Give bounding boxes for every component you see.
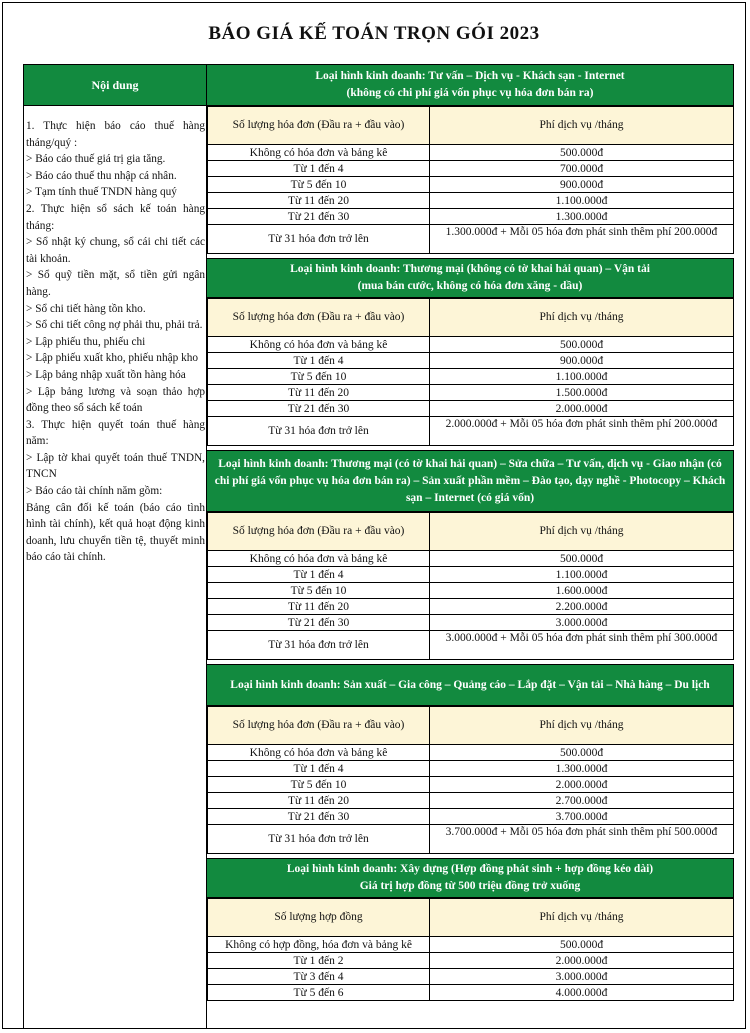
content-line: > Lập bảng lương và soạn thảo hợp đồng theo sổ sách kế toán <box>26 385 205 415</box>
quantity-cell: Từ 21 đến 30 <box>208 401 430 417</box>
quantity-cell: Từ 11 đến 20 <box>208 599 430 615</box>
quantity-cell: Từ 31 hóa đơn trở lên <box>208 225 430 254</box>
quantity-cell: Không có hóa đơn và bảng kê <box>208 145 430 161</box>
fee-column-header: Phí dịch vụ /tháng <box>430 513 734 551</box>
content-line: > Sổ chi tiết hàng tồn kho. <box>26 302 146 315</box>
quantity-cell: Từ 21 đến 30 <box>208 615 430 631</box>
section-title: Loại hình kinh doanh: Tư vấn – Dịch vụ - Khách sạn - Internet <box>315 70 625 82</box>
quantity-cell: Không có hợp đồng, hóa đơn và bảng kê <box>208 937 430 953</box>
price-document <box>2 2 746 1029</box>
fee-cell: 3.000.000đ <box>430 615 734 631</box>
quantity-cell: Từ 5 đến 10 <box>208 583 430 599</box>
content-line: 1. Thực hiện báo cáo thuế hàng tháng/quý : <box>26 120 205 149</box>
fee-cell: 2.200.000đ <box>430 599 734 615</box>
quantity-cell: Từ 21 đến 30 <box>208 209 430 225</box>
fee-cell: 700.000đ <box>430 161 734 177</box>
fee-cell: 2.000.000đ <box>430 401 734 417</box>
content-list <box>24 106 206 566</box>
section-title: Loại hình kinh doanh: Thương mại (không có tờ khai hải quan) – Vận tải <box>290 263 650 275</box>
table-row <box>208 209 734 225</box>
fee-cell: 500.000đ <box>430 337 734 353</box>
content-line: > Tạm tính thuế TNDN hàng quý <box>26 186 177 199</box>
table-row <box>208 809 734 825</box>
section-subtitle: Giá trị hợp đồng từ 500 triệu đồng trở xuống <box>359 880 581 892</box>
table-row <box>208 567 734 583</box>
table-row <box>208 969 734 985</box>
content-line: 3. Thực hiện quyết toán thuế hàng năm: <box>26 418 205 448</box>
price-subtable <box>207 512 734 660</box>
content-line: > Lập bảng nhập xuất tồn hàng hóa <box>26 368 186 381</box>
table-row <box>208 225 734 254</box>
quantity-cell: Không có hóa đơn và bảng kê <box>208 337 430 353</box>
quantity-cell: Từ 1 đến 4 <box>208 567 430 583</box>
table-row <box>208 177 734 193</box>
table-row <box>208 401 734 417</box>
fee-cell: 1.300.000đ <box>430 209 734 225</box>
quantity-cell: Từ 3 đến 4 <box>208 969 430 985</box>
table-row <box>208 385 734 401</box>
content-column <box>23 64 207 1029</box>
fee-cell: 3.000.000đ <box>430 969 734 985</box>
quantity-cell: Từ 31 hóa đơn trở lên <box>208 417 430 446</box>
quantity-cell: Từ 1 đến 4 <box>208 761 430 777</box>
quantity-column-header: Số lượng hóa đơn (Đầu ra + đầu vào) <box>208 107 430 145</box>
column-header-row <box>208 107 734 145</box>
fee-cell: 3.000.000đ + Mỗi 05 hóa đơn phát sinh thêm phí 300.000đ <box>430 631 734 660</box>
fee-cell: 500.000đ <box>430 745 734 761</box>
section-subtitle: (không có chi phí giá vốn phục vụ hóa đơn bán ra) <box>346 87 594 99</box>
fee-cell: 1.600.000đ <box>430 583 734 599</box>
table-row <box>208 953 734 969</box>
content-line: > Lập phiếu xuất kho, phiếu nhập kho <box>26 352 199 365</box>
table-row <box>208 761 734 777</box>
price-subtable <box>207 706 734 854</box>
quantity-cell: Từ 31 hóa đơn trở lên <box>208 631 430 660</box>
quantity-cell: Không có hóa đơn và bảng kê <box>208 551 430 567</box>
quantity-cell: Từ 5 đến 10 <box>208 177 430 193</box>
pricing-sections <box>207 64 734 1001</box>
fee-column-header: Phí dịch vụ /tháng <box>430 299 734 337</box>
table-row <box>208 369 734 385</box>
fee-cell: 500.000đ <box>430 551 734 567</box>
table-row <box>208 337 734 353</box>
fee-cell: 2.000.000đ + Mỗi 05 hóa đơn phát sinh thêm phí 200.000đ <box>430 417 734 446</box>
table-row <box>208 985 734 1001</box>
table-row <box>208 777 734 793</box>
content-header: Nội dung <box>24 64 206 106</box>
column-header-row <box>208 513 734 551</box>
table-row <box>208 793 734 809</box>
column-header-row <box>208 299 734 337</box>
section-title: Loại hình kinh doanh: Thương mại (có tờ khai hải quan) – Sửa chữa – Tư vấn, dịch vụ - Giao nhận (có chi phí giá vốn phục vụ hóa đơn bán ra) – Sản xuất phần mềm – Đào tạo, dạy nghề - Photocopy – Khách sạn – Internet (có giá vốn) <box>214 457 726 504</box>
table-row <box>208 631 734 660</box>
quantity-column-header: Số lượng hóa đơn (Đầu ra + đầu vào) <box>208 299 430 337</box>
section-title: Loại hình kinh doanh: Xây dựng (Hợp đồng phát sinh + hợp đồng kéo dài) <box>286 863 654 875</box>
quantity-cell: Từ 5 đến 6 <box>208 985 430 1001</box>
quantity-column-header: Số lượng hóa đơn (Đầu ra + đầu vào) <box>208 513 430 551</box>
table-row <box>208 937 734 953</box>
content-line: > Báo cáo thuế giá trị gia tăng. <box>26 153 166 166</box>
fee-cell: 900.000đ <box>430 177 734 193</box>
fee-column-header: Phí dịch vụ /tháng <box>430 107 734 145</box>
quantity-cell: Từ 11 đến 20 <box>208 193 430 209</box>
document-title: BÁO GIÁ KẾ TOÁN TRỌN GÓI 2023 <box>208 23 540 44</box>
fee-cell: 500.000đ <box>430 937 734 953</box>
fee-column-header: Phí dịch vụ /tháng <box>430 899 734 937</box>
fee-cell: 2.000.000đ <box>430 777 734 793</box>
section-header <box>207 258 734 298</box>
section-header <box>207 64 734 106</box>
quantity-cell: Từ 11 đến 20 <box>208 385 430 401</box>
table-row <box>208 583 734 599</box>
table-row <box>208 145 734 161</box>
fee-column-header: Phí dịch vụ /tháng <box>430 707 734 745</box>
section-header <box>207 450 734 512</box>
fee-cell: 4.000.000đ <box>430 985 734 1001</box>
table-row <box>208 615 734 631</box>
quantity-cell: Từ 1 đến 2 <box>208 953 430 969</box>
content-line: > Lập phiếu thu, phiếu chi <box>26 335 146 348</box>
price-subtable <box>207 106 734 254</box>
quantity-cell: Từ 5 đến 10 <box>208 777 430 793</box>
content-line: > Sổ quỹ tiền mặt, sổ tiền gửi ngân hàng. <box>26 269 205 298</box>
content-line: > Sổ nhật ký chung, sổ cái chi tiết các tài khoản. <box>26 236 205 265</box>
price-subtable <box>207 298 734 446</box>
price-table <box>23 64 734 1029</box>
section-header <box>207 664 734 706</box>
quantity-cell: Từ 5 đến 10 <box>208 369 430 385</box>
table-row <box>208 599 734 615</box>
table-row <box>208 551 734 567</box>
fee-cell: 2.000.000đ <box>430 953 734 969</box>
content-line: Bảng cân đối kế toán (báo cáo tình hình tài chính), kết quả hoạt động kinh doanh, lưu chuyển tiền tệ, thuyết minh báo cáo tài chính. <box>26 501 205 564</box>
table-row <box>208 825 734 854</box>
fee-cell: 2.700.000đ <box>430 793 734 809</box>
fee-cell: 3.700.000đ <box>430 809 734 825</box>
content-line: > Sổ chi tiết công nợ phải thu, phải trả. <box>26 319 203 332</box>
fee-cell: 1.100.000đ <box>430 193 734 209</box>
fee-cell: 1.100.000đ <box>430 567 734 583</box>
section-title: Loại hình kinh doanh: Sản xuất – Gia công – Quảng cáo – Lắp đặt – Vận tải – Nhà hàng – Du lịch <box>230 678 710 691</box>
quantity-cell: Từ 31 hóa đơn trở lên <box>208 825 430 854</box>
column-header-row <box>208 899 734 937</box>
fee-cell: 500.000đ <box>430 145 734 161</box>
quantity-cell: Từ 1 đến 4 <box>208 353 430 369</box>
table-row <box>208 161 734 177</box>
fee-cell: 1.300.000đ + Mỗi 05 hóa đơn phát sinh thêm phí 200.000đ <box>430 225 734 254</box>
quantity-cell: Từ 21 đến 30 <box>208 809 430 825</box>
table-row <box>208 193 734 209</box>
content-line: > Báo cáo tài chính năm gồm: <box>26 485 163 498</box>
fee-cell: 1.100.000đ <box>430 369 734 385</box>
section-subtitle: (mua bán cước, không có hóa đơn xăng - dầu) <box>357 280 583 292</box>
content-line: 2. Thực hiện sổ sách kế toán hàng tháng: <box>26 202 205 232</box>
content-line: > Báo cáo thuế thu nhập cá nhân. <box>26 169 177 182</box>
quantity-cell: Từ 1 đến 4 <box>208 161 430 177</box>
quantity-cell: Không có hóa đơn và bảng kê <box>208 745 430 761</box>
fee-cell: 3.700.000đ + Mỗi 05 hóa đơn phát sinh thêm phí 500.000đ <box>430 825 734 854</box>
content-line: > Lập tờ khai quyết toán thuế TNDN, TNCN <box>26 451 205 481</box>
table-row <box>208 745 734 761</box>
fee-cell: 1.500.000đ <box>430 385 734 401</box>
table-row <box>208 417 734 446</box>
price-subtable <box>207 898 734 1001</box>
table-row <box>208 353 734 369</box>
fee-cell: 900.000đ <box>430 353 734 369</box>
quantity-cell: Từ 11 đến 20 <box>208 793 430 809</box>
column-header-row <box>208 707 734 745</box>
section-header <box>207 858 734 898</box>
quantity-column-header: Số lượng hợp đồng <box>208 899 430 937</box>
quantity-column-header: Số lượng hóa đơn (Đầu ra + đầu vào) <box>208 707 430 745</box>
fee-cell: 1.300.000đ <box>430 761 734 777</box>
